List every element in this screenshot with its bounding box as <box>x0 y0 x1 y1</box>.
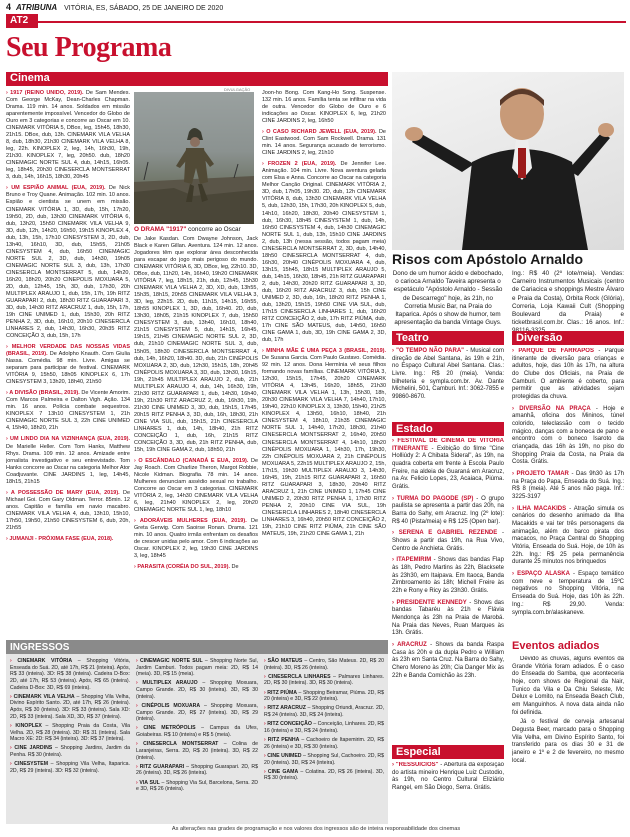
event-title: ILHA MACAKIDS <box>516 505 567 512</box>
movie-title: JUMANJI - PRÓXIMA FASE (EUA, 2018). <box>9 535 114 542</box>
event-title: ITAPEMIRIM <box>396 557 432 564</box>
ticket-price-item <box>10 761 130 774</box>
teatro-heading: Teatro <box>396 332 429 344</box>
movie-text: De Greta Gerwig. Com Saoirse Ronan. Drama. 121 min. 10 anos. Quatro irmãs enfrentam os desafios de crescer unidas pelo amor. Com 6 indicações ao Oscar. KINOPLEX 2, leg, 19h30 CINE JARDINS 3, leg, 18h45 <box>134 518 258 560</box>
event-text: - Shows da banda Raspa Casa às 20h e da dupla Pedro e William às 23h em Santa Cruz. Na Barra do Sahy, Chero Moreno às 20h; Cia Danger Mix às 22h e Banda Comichão às 23h. <box>392 642 504 679</box>
event-text: - Shows das bandas Tabaréu às 21h e Flávia Mendonça às 23h na Praia de Marobá. Na Praia das Neves, Ruan Marques às 13h. Grátis. <box>392 599 504 637</box>
especial-items <box>392 762 504 824</box>
caption-text: concorre ao Oscar <box>188 226 241 233</box>
bullet-icon: › <box>136 779 140 786</box>
cinema-price-text: – Campus da Ufes, Goiabeiras. R$ 10 (inteira) e R$ 5 (meia). <box>136 725 258 739</box>
cinema-name: SÃO MATEUS <box>267 658 303 664</box>
ingressos-box <box>6 640 388 824</box>
movie-title: A POSSESSÃO DE MARY (EUA, 2019). <box>10 489 120 496</box>
event-text: - Hoje e amanhã, oficina dos Mininos, túnel colorido, teleclassão com o tecido mágico, danças com a boneca de pano e encontro com o boneco Isaroto da criançada, das 16h às 19h, no piso do Shopping Praia da Costa, na Praia da Costa. Grátis. <box>512 405 624 466</box>
movie-title: ADORÁVEIS MULHERES (EUA, 2019). <box>139 518 247 525</box>
movie-parasita: › PARASITA (CORÉIA DO SUL, 2019). De <box>134 564 239 571</box>
movie-text: De Jennifer Lee. Animação. 104 min. Livre. Nova aventura gelada com Elsa e Anna. Concorre ao Oscar na categoria Melhor Canção Original. CINEMARK VITÓRIA 2, 3D, dub, 17h05, 19h30. 2D, dub, 12h CINEMARK VITÓRIA 8, dub, 13h30 CINEMARK VILA VELHA 5, dub, 12h30, 15h, 17h30, 20h KINOPLEX 5, dub, 14h10, 16h20, 18h30, 20h40 CINESYSTEM 1, dub, 16h30, 18h45 CINESYSTEM 1, dub, 14h, 16h50 CINESYSTEM 4, dub, 14h30 CINEMAGIC NORTE SUL 1, dub, 13h, 15h10 CINE JARDINS 2, dub, 13h (nessa sessão, todos pagam meia) CINESERCLA MONTSERRAT 2, 3D, dub, 14h40, 18h50 CINESERCLA MONTSERRAT 4, dub, 16h30, 20h40 CINÉPOLIS MOXUARA 4, dub, 13h15, 15h45, 18h15 MULTIPLEX ARAUJO 5, dub, 14h15, 16h30, 18h45, 21h RITZ GUARAPARI 2, dub, 14h30, 20h20 RITZ GUARAPARI 3, 3D, dub, 16h20 RITZ ARACRUZ 3, dub, 15h CINE UNIMED 2, 3D, dub, 16h, 18h20 RITZ PENHA 1, dub, 13h20, 15h15, 19h50 CINE VIA SUL, dub, 17h15 CINESERCLA LINHARES 1, dub, 16h20 RITZ CONCEIÇÃO 2, dub, 17h RITZ PIÚMA, dub, 17h CINE SÃO MATEUS, dub, 14h50, 16h50 CINE GAMA 1, dub, 3D, 19h CINE GAMA 2, 3D, dub, 17h <box>262 161 386 344</box>
cinema-price-text: – Shopping Norte Sul, Jardim Camburi. Todos pagam meia: 2D, R$ 14 (meia). 3D, R$ 15 (meia). <box>136 658 259 678</box>
event-title: "O TEMPO NÃO PARA" <box>396 348 464 354</box>
event-text: - Abertura da exposição do artista mineiro Henrique Luiz Custodio, às 19h, no Centro Cultural Eliziário Rangel, em São Diogo, Serra. Grátis. <box>392 762 504 792</box>
cinema-name: VIA SUL <box>139 779 160 786</box>
section-tag-rule <box>38 21 626 23</box>
cinema-heading: Cinema <box>10 72 50 84</box>
event-title: PROJETO TAMAR <box>516 471 569 478</box>
event-title: DIVERSÃO NA PRAÇA <box>519 405 591 412</box>
event-item: › SERENA E GABRIEL REZENDE - Shows a partir das 19h, na Rua Vivo, Centro de Anchieta. Grátis. <box>392 530 504 552</box>
event-text: - Shows a partir das 19h, na Rua Vivo, Centro de Anchieta. Grátis. <box>392 530 504 552</box>
teatro-items <box>392 348 504 406</box>
movie-frozen-2: › FROZEN 2 (EUA, 2019). De Jennifer Lee. Animação. 104 min. Livre. Nova aventura gelada com Elsa e Anna. Concorre ao Oscar na categoria Melhor Canção Original. CINEMARK VITÓRIA 2, 3D, dub, 17h05, 19h30. 2D, dub, 12h CINEMARK VITÓRIA 8, dub, 13h30 CINEMARK VILA VELHA 5, dub, 12h30, 15h, 17h30, 20h KINOPLEX 5, dub, 14h10, 16h20, 18h30, 20h40 CINESYSTEM 1, dub, 16h30, 18h45 CINESYSTEM 1, dub, 14h, 16h50 CINESYSTEM 4, dub, 14h30 CINEMAGIC NORTE SUL 1, dub, 13h, 15h10 CINE JARDINS 2, dub, 13h (nessa sessão, todos pagam meia) CINESERCLA MONTSERRAT 2, 3D, dub, 14h40, 18h50 CINESERCLA MONTSERRAT 4, dub, 16h30, 20h40 CINÉPOLIS MOXUARA 4, dub, 13h15, 15h45, 18h15 MULTIPLEX ARAUJO 5, dub, 14h15, 16h30, 18h45, 21h RITZ GUARAPARI 2, dub, 14h30, 20h20 RITZ GUARAPARI 3, 3D, dub, 16h20 RITZ ARACRUZ 3, dub, 15h CINE UNIMED 2, 3D, dub, 16h, 18h20 RITZ PENHA 1, dub, 13h20, 15h15, 19h50 CINE VIA SUL, dub, 17h15 CINESERCLA LINHARES 1, dub, 16h20 RITZ CONCEIÇÃO 2, dub, 17h RITZ PIÚMA, dub, 17h CINE SÃO MATEUS, dub, 14h50, 16h50 CINE GAMA 1, dub, 3D, 19h CINE GAMA 2, 3D, dub, 17h <box>262 161 386 344</box>
movie-text: De Marielle Heller. Com Tom Hanks, Matthew Rhys. Drama. 109 min. 12 anos. Amizade entre jornalista investigativo e seu entrevistado. Tom Hanks concorre ao Oscar na categoria Melhor Ator Coadjuvante. CINE JARDINS 1, leg, 14h45, 18h15, 21h15 <box>6 443 130 485</box>
ticket-price-item <box>264 721 384 734</box>
bullet-icon: › <box>264 658 268 664</box>
bullet-icon: › <box>136 658 140 664</box>
movie-title: UM ESPIÃO ANIMAL (EUA, 2019). <box>11 185 106 192</box>
estado-items <box>392 438 504 742</box>
risos-text-right: Ing.: R$ 40 (2º lote/meia). Vendas: Carneiro Instrumentos Musicais (centro de Cariacica e shoppings Mestre Álvaro e Praia da Costa), Orbita Rock (Glória), Correria, Loja Kawaii Cult (Shopping Boulevard da Praia) e ticketbrasil.com.br. Clas.: 16 anos. Inf.: <box>512 270 624 327</box>
cinema-price-text: – Conceição, Linhares. 2D, R$ 16 (inteira) e 3D, R$ 24 (inteira). <box>264 721 385 734</box>
soldier-illustration <box>134 92 254 224</box>
photo-credit: DIVULGAÇÃO <box>224 87 251 92</box>
event-text: - Shows das bandas Flap às 18h, Pedro Martins às 22h, Blacksete às 23h30, em Itaipava. Em Itaoca, Banda Zimbroamento às 18h; Michell Freire às 22h e Rony e Ricy às 23h30. Grátis. <box>392 557 504 595</box>
event-title: SERENA E GABRIEL REZENDE <box>398 530 498 537</box>
movie-parasita-details: Joon-ho Bong. Com Kang-Ho Song. Suspense. 132 min. 16 anos. Família tenta se infiltrar na vida de outra. Vencedor do Globo de Ouro e 6 indicações ao Oscar. KINOPLEX 6, leg, 21h20 CINE JARDINS 2, leg, 16h50 <box>262 90 386 125</box>
cinema-name: RITZ PENHA <box>267 737 300 744</box>
movie-minha-mae: › MINHA MÃE É UMA PEÇA 3 (BRASIL, 2019). De Susana Garcia. Com Paulo Gustavo. Comédia. 92 min. 12 anos. Dona Hermínia vê seus filhos formando novas famílias. CINEMARK VITÓRIA 3, 12h30, 15h15, 17h45, 20h20 CINEMARK VITÓRIA 4, 13h45, 16h20, 18h55, 21h30 CINEMARK VILA VELHA 1, 13h, 15h30, 18h, 20h30 CINEMARK VILA VELHA 7, 14h40, 17h10, 19h40, 22h10 KINOPLEX 3, 13h30, 15h40, 21h25 KINOPLEX 4, 13h50, 16h10, 18h40, 21h CINESYSTEM 4, 18h10, 21h35 CINEMAGIC NORTE SUL 1, 14h40, 17h20, 18h30, 21h40 CINESERCLA MONTSERRAT 2, 16h40, 20h50 CINESERCLA MONTSERRAT 4, 14h10, 18h20 CINÉPOLIS MOXUARA 1, 14h30, 17h, 19h30, 22h CINÉPOLIS MOXUARA 2, 21h CINÉPOLIS MOXUARA 5, 22h15 MULTIPLEX ARAUJO 2, 15h, 17h15, 19h30 MULTIPLEX ARAUJO 3, 14h30, 16h45, 19h, 21h15 RITZ GUARAPARI 2, 16h50 RITZ GUARAPARI 3, 18h30, 20h40 RITZ ARACRUZ 1, 21h CINE UNIMED 1, 17h45 CINE UNIMED 2, 20h30 RITZ PENHA 1, 17h30 RITZ PENHA 2, 20h10 CINE VIA SUL, 19h CINESERCLA LINHARES 2, 18h40 CINESERCLA LINHARES 3, 16h40, 20h50 RITZ CONCEIÇÃO 2, 19h, 21h10 CINE RITZ PIÚMA, 21h CINE SÃO MATEUS, 19h, 21h20 CINE GAMA 1, 21h <box>262 348 386 537</box>
movie-title: PARASITA (CORÉIA DO SUL, 2019). <box>137 564 230 571</box>
cinema-price-text: – Colina de Laranjeiras, Serra. 2D, R$ 20 (inteira). 3D, R$ 22 (inteira). <box>136 741 259 761</box>
cinema-column-2 <box>134 236 258 638</box>
movie-title: O CASO RICHARD JEWELL (EUA, 2019). <box>266 129 377 136</box>
ticket-price-item <box>10 694 130 721</box>
ticket-price-item <box>264 737 384 750</box>
cinema-heading-bar <box>6 72 388 86</box>
cinema-price-text: – Shopping Sul, Cachoeiro. 2D, R$ 20 (inteira). 3D, R$ 24 (inteira). <box>264 752 385 766</box>
ticket-price-item <box>136 741 258 761</box>
cinema-name: CINEMAGIC NORTE SUL <box>139 658 203 664</box>
ticket-price-item <box>264 705 384 718</box>
cinema-price-text: – Shopping Moxuara, Campo Grande. 2D, R$ 27 (inteira). 3D, R$ 29 (inteira). <box>136 702 258 723</box>
event-title: FESTIVAL DE CINEMA DE VITÓRIA ITINERANTE <box>392 438 504 452</box>
event-text: - O grupo paulista se apresenta a partir das 20h, na Barra do Sahy, em Aracruz. Ing (2º lote): R$ 40 (Pista/meia) e R$ 125 (Open bar). <box>392 495 504 525</box>
ticket-price-item <box>136 725 258 738</box>
diversao-heading-bar <box>512 331 624 345</box>
movie-text: De Jay Roach. Com Charlize Theron, Margot Robbie, Nicole Kidman. Biografia. 78 min. 14 anos. Mulheres denunciam assédio sexual no trabalho. Concorre ao Oscar em 3 categorias. CINEMARK VITÓRIA 2, leg, 14h30 CINEMARK VILA VELHA 6, leg, 21h40 KINOPLEX 2, leg, 20h20 CINEMAGIC NORTE SUL 1, leg, 18h10 <box>134 457 258 514</box>
movie-text: De Nick Bruno e Troy Quane. Animação. 102 min. 10 anos. Espião e cientista se unem em missão. CINEMARK VITÓRIA 1, 3D, dub, 15h, 17h20, 19h50, 2D, dub, 13h30 CINEMARK VITÓRIA 6, dub, 13h20, 15h50 CINEMARK VILA VELHA 9, 3D, dub, 12h, 14h20, 16h50, 19h15 KINOPLEX 4, dub, 13h, 15h, 17h10 CINESYSTEM 3, 2D, dub, 13h40, 16h10, 3D, dub, 15h55, 21h05 CINESYSTEM 4, dub, 16h50 CINEMAGIC NORTE SUL 2, 3D, dub, 14h30, 19h05 CINEMAGIC NORTE SUL 3, dub, 13h, 17h30 CINESERCLA MONTSERRAT 5, dub, 14h20, 16h20, 18h20, 20h20 CINEPOLIS MOXUARA 5, 2D, dub, 12h45, 15h, 3D, dub, 17h30, 20h MULTIPLEX ARAUJO 1, dub, 15h, 17h, 19h RITZ GUARAPARI 2, dub, 18h30 RITZ GUARAPARI 3, 3D, dub, 14h30 RITZ ARACRUZ 1, dub, 15h, 17h, 19h CINE UNIMED 1, dub, 15h30, 20h RITZ PENHA 2, 3D, dub, 16h10, 20h10 CINESERCLA LINHARES 2, dub, 14h30, 16h30, 20h35 RITZ CONCEIÇÃO 3, dub, 15h, 17h <box>6 185 130 340</box>
cinema-name: RITZ ARACRUZ <box>267 705 306 712</box>
cinema-name: KINOPLEX <box>15 722 42 729</box>
event-title: PARQUE DE FARRAPOS <box>518 348 594 354</box>
bullet-icon: › <box>10 761 15 768</box>
eventos-text <box>512 656 624 826</box>
page-number: 4 <box>6 2 12 12</box>
bullet-icon: › <box>136 763 140 770</box>
movie-jumanji: › JUMANJI - PRÓXIMA FASE (EUA, 2018). <box>6 535 114 542</box>
bullet-icon: › <box>136 741 144 748</box>
cinema-name: CINE UNIMED <box>267 752 302 759</box>
event-title: TURMA DO PAGODE (SP) <box>396 495 474 502</box>
event-item: › "O TEMPO NÃO PARA" - Musical com direção de Abel Santana, às 19h e 21h, no Espaço Cultural Abel Santana. Clas.: Livre. Ing.: R$ 20 (meia). Venda: bilheteria e sympla.com.br. Av. Dante Michelini, 501, Camburi. Inf.: 3062-7855 e 99860-8670. <box>392 348 504 401</box>
ticket-price-item <box>264 674 384 687</box>
footer-note: As alterações nas grades de programação e nos valores dos ingressos são de inteira responsabilidade dos cinemas <box>171 826 461 832</box>
bullet-icon: › <box>136 702 142 709</box>
ticket-price-item <box>10 723 130 743</box>
risos-photo <box>392 72 624 250</box>
ingressos-column-2 <box>136 658 258 795</box>
cinema-name: CINEMARK VITÓRIA <box>17 658 73 664</box>
ticket-price-item <box>136 764 258 777</box>
movie-adoraveis: › ADORÁVEIS MULHERES (EUA, 2019). De Greta Gerwig. Com Saoirse Ronan. Drama. 121 min. 10 anos. Quatro irmãs enfrentam os desafios de crescer unidas pelo amor. Com 6 indicações ao Oscar. KINOPLEX 2, leg, 19h30 CINE JARDINS 3, leg, 18h45 <box>134 518 258 560</box>
event-item: › ESPAÇO ALASKA - Espaço temático com neve e temperatura de 15ºC negativos no Shopping Vitória, na Enseada do Suá. Hoje, das 10h às 22h. Ing.: R$ 29,90. Venda: sympla.com.br/alaskaneve. <box>512 571 624 616</box>
cinema-price-text: – Centro, São Mateus. 2D, R$ 20 (inteira). 3D, R$ 26 (inteira). <box>264 658 384 671</box>
event-title: ARACRUZ <box>397 642 427 649</box>
diversao-items <box>512 348 624 638</box>
bullet-icon: › <box>136 680 143 687</box>
cinema-price-text: – Shopping Guarapari. 2D, R$ 26 (inteira). 3D, R$ 26 (inteira). <box>136 763 258 777</box>
bullet-icon: › <box>10 722 16 729</box>
event-item: › DIVERSÃO NA PRAÇA - Hoje e amanhã, oficina dos Mininos, túnel colorido, teleclassão com o tecido mágico, danças com a boneca de pano e encontro com o boneco Isaroto da criançada, das 16h às 19h, no piso do Shopping Praia da Costa, na Praia da Costa. Grátis. <box>512 405 624 466</box>
eventos-paragraph-2: Já o festival de cerveja artesanal Degusta Beer, marcado para o Shopping Vila Velha, em Divino Espírito Santo, foi transferido para os dias 30 e 31 de janeiro e 1º e 2 de fevereiro, no mesmo local. <box>512 719 624 764</box>
event-text: - Atração simula os cenários do desenho animado da Ilha Macakids e vai ter três personagens da animação, além do barco pirata dos macacos, no Praça Central do Shopping Vitória, Enseada do Suá. Hoje, de 10h às 22h. Ing.: R$ 25 pela permanência durante 25 minutos nos brinquedos <box>512 505 624 566</box>
bullet-icon: › <box>264 737 268 744</box>
event-text: - Espaço temático com neve e temperatura de 15ºC negativos no Shopping Vitória, na Enseada do Suá. Hoje, das 10h às 22h. Ing.: R$ 29,90. Venda: sympla.com.br/alaskaneve. <box>512 571 624 616</box>
movie-melhor-verdade: › MELHOR VERDADE DAS NOSSAS VIDAS (BRASIL, 2019). De Adolpho Knauth. Com Giulia Nassa. Comédia. 98 min. Livre. Amigas se separam para participar de festival. CINEMARK VITÓRIA 9, 15h50, 18h05 KINOPLEX 6, 17h CINESYSTEM 3, 13h20, 18h40, 21h50 <box>6 344 130 386</box>
movie-text: De Vicente Amorim. Com Marcos Palmeira e Dalton Vigh. Ação. 134 min. 16 anos. Polícia combate sequestros. KINOPLEX 7 13h10 CINESYSTEM 1, 21h CINEMAGIC NORTE SUL 3, 22h CINE UNIMED 4, 15h40, 18h20, 21h <box>6 390 130 432</box>
event-title: "RESSUÍCIOS" <box>395 762 439 768</box>
risos-text-left: Dono de um humor ácido e debochado, o carioca Arnaldo Taveira apresenta o espetáculo "Apóstolo Arnaldo - Sessão de Descarrego" hoje, às 21h, no Corretia Music Bar, na Praia do Itaparica. Após o show de humor, tem apresentação da banda Vintage Guys. <box>392 270 504 327</box>
ingressos-heading: INGRESSOS <box>10 642 70 653</box>
event-item: › PARQUE DE FARRAPOS - Parque itinerante de diversão para crianças e adultos, hoje, das 10h às 17h, na altura do Clube dos Oficiais, na Praia de Camburi. O ambiente é coberto, para permitir que as atividades sejam protegidas da chuva. <box>512 348 624 401</box>
ticket-price-item <box>136 780 258 793</box>
section-tag-label: AT2 <box>10 15 29 26</box>
cinema-name: RITZ CONCEIÇÃO <box>267 721 312 728</box>
bullet-icon: › <box>264 673 269 680</box>
bullet-icon: › <box>264 689 268 696</box>
diversao-heading: Diversão <box>516 332 563 344</box>
cinema-price-text: – Colatina. 2D, R$ 26 (inteira). 3D, R$ 30 (inteira). <box>264 768 385 782</box>
page-title: Seu Programa <box>6 32 172 63</box>
ingressos-column-3 <box>264 658 384 785</box>
cinema-name: CINE GAMA <box>267 768 299 775</box>
cinema-price-text: – Shopping Praia da Costa, Vila Velha. 2D, R$ 28 (inteira). 3D: R$ 31 (inteira). Sala Macro XE: 2D: R$ 34 (inteira). 3D: R$ 37 (inteira). <box>10 722 130 743</box>
estado-heading: Estado <box>396 423 433 435</box>
bullet-icon: › <box>10 658 18 664</box>
movie-text: De Sam Mendes. Com George McKay, Dean-Charles Chapman. Drama. 119 min. 14 anos. Soldados em missão aparentemente impossível. Vencedor do Globo de Ouro em 3 categorias e concorre ao Oscar em 10. CINEMARK VITÓRIA 5, DBox, leg, 15h45, 18h30, 21h15. DBox, dub, 13h. CINEMARK VILA VELHA 8, dub, 18h30, 21h30 CINEMARK VILA VELHA 8, leg, 22h. KINOPLEX 2, leg, 14h, 16h30, 19h, 21h30. KINOPLEX 7, leg, 20h50. dub, 18h20 CINEMAGIC NORTE SUL 4, dub, 14h15, 16h05. leg, 18h45, 20h30 CINESERCLA MONTSERRAT 3, dub, 14h, 16h15, 18h30, 20h45 <box>6 90 130 181</box>
movie-title: A DIVISÃO (BRASIL, 2019). <box>9 390 80 397</box>
event-text: - Musical com direção de Abel Santana, às 19h e 21h, no Espaço Cultural Abel Santana. Clas.: Livre. Ing.: R$ 20 (meia). Venda: bilheteria e sympla.com.br. Av. Dante Michelini, 501, Camburi. Inf.: 3062-7855 e 99860-8670. <box>392 348 504 401</box>
movie-title: FROZEN 2 (EUA, 2019). <box>267 161 337 168</box>
event-item: › FESTIVAL DE CINEMA DE VITÓRIA ITINERANTE - Exibição do filme "Cine Holliúdy 2: A Chibata Sideral", às 19h, na quadra coberta em frente à Escola Paulo Freire, na aldeia de Guaraná em Aracruz, na Av. Felicio Lopes, 23, Acaiaca, Piúma. Grátis. <box>392 438 504 491</box>
caption-title: O DRAMA "1917" <box>134 226 187 233</box>
movie-text: De Adolpho Knauth. Com Giulia Nassa. Comédia. 98 min. Livre. Amigas se separam para participar de festival. CINEMARK VITÓRIA 9, 15h50, 18h05 KINOPLEX 6, 17h CINESYSTEM 3, 13h20, 18h40, 21h50 <box>6 351 130 386</box>
page-header <box>6 2 626 14</box>
bullet-icon: › <box>264 721 268 728</box>
movie-title: 1917 (REINO UNIDO, 2019). <box>10 90 84 96</box>
brand: ATRIBUNA <box>15 3 58 12</box>
movie-text: De Clint Eastwood. Com Sam Rockwell. Drama. 131 min. 14 anos. Segurança acusado de terrorismo. CINE JARDINS 2, leg, 21h10 <box>262 129 386 157</box>
cinema-column-1 <box>6 90 130 638</box>
cinema-price-text: – Shopping Jardins, Jardim da Penha. R$ 30 (inteira). <box>10 745 131 759</box>
event-item: › PROJETO TAMAR - Das 9h30 às 17h na Praça do Papa, Enseada do Suá. Ing.: R$ 8 (meia). Até 5 anos não paga. Inf.: 3225-3197 <box>512 471 624 501</box>
cinema-name: CINESYSTEM <box>14 761 49 768</box>
bullet-icon: › <box>136 725 144 732</box>
movie-text: De <box>231 564 239 571</box>
movie-title: MINHA MÃE É UMA PEÇA 3 (BRASIL, 2019). <box>266 348 386 355</box>
cinema-price-text: – Shopping Oriundi, Aracruz. 2D, R$ 24 (inteira). 3D, R$ 24 (inteira). <box>264 705 385 719</box>
movie-lindo-dia: › UM LINDO DIA NA VIZINHANÇA (EUA, 2019). De Marielle Heller. Com Tom Hanks, Matthew Rhys. Drama. 109 min. 12 anos. Amizade entre jornalista investigativo e seu entrevistado. Tom Hanks concorre ao Oscar na categoria Melhor Ator Coadjuvante. CINE JARDINS 1, leg, 14h45, 18h15, 21h15 <box>6 436 130 485</box>
ingressos-heading-bar <box>6 640 388 654</box>
movie-photo-1917 <box>134 92 254 224</box>
event-item: › TURMA DO PAGODE (SP) - O grupo paulista se apresenta a partir das 20h, na Barra do Sahy, em Aracruz. Ing (2º lote): R$ 40 (Pista/meia) e R$ 125 (Open bar). <box>392 495 504 525</box>
eventos-paragraph-1: Devido às chuvas, alguns eventos da Grande Vitória foram adiados. É o caso do Enseada do Samba, que aconteceria hoje, com shows de Regional da Nair, Tunico da Vila e Da Chiu Seleste, Mc Delux e Lomito, na Enseada Beach Club, em Manguinhos. A nova data ainda não foi definida. <box>512 656 624 716</box>
ticket-price-item <box>10 658 130 691</box>
cinema-name: RITZ PIÚMA <box>267 689 298 696</box>
ticket-price-item <box>264 658 384 671</box>
event-item: › ILHA MACAKIDS - Atração simula os cenários do desenho animado da Ilha Macakids e vai ter três personagens da animação, além do barco pirata dos macacos, no Praça Central do Shopping Vitória, Enseada do Suá. Hoje, de 10h às 22h. Ing.: R$ 25 pela permanência durante 25 minutos nos brinquedos <box>512 505 624 566</box>
estado-heading-bar <box>392 422 504 436</box>
event-item: › "RESSUÍCIOS" - Abertura da exposição do artista mineiro Henrique Luiz Custodio, às 19h, no Centro Cultural Eliziário Rangel, em São Diogo, Serra. Grátis. <box>392 762 504 792</box>
bullet-icon: › <box>10 745 15 752</box>
movie-possessao: › A POSSESSÃO DE MARY (EUA, 2019). De Michael Goi. Com Gary Oldman. Terror. 85min. 12 anos. Capitão e família em navio macabro. CINEMARK VILA VELHA 4, dub, 13h10, 15h10, 17h50, 19h50, 21h50 CINESYSTEM 6, dub, 20h, 21h55 <box>6 489 130 531</box>
event-title: PRESIDENTE KENNEDY <box>396 599 467 606</box>
ticket-price-item <box>264 769 384 782</box>
movie-richard-jewell: › O CASO RICHARD JEWELL (EUA, 2019). De Clint Eastwood. Com Sam Rockwell. Drama. 131 min. 14 anos. Segurança acusado de terrorismo. CINE JARDINS 2, leg, 21h10 <box>262 129 386 157</box>
bullet-icon: › <box>264 705 268 712</box>
event-text: - Das 9h30 às 17h na Praça do Papa, Enseada do Suá. Ing.: R$ 8 (meia). Até 5 anos não paga. Inf.: 3225-3197 <box>512 471 624 501</box>
ticket-price-item <box>136 703 258 723</box>
event-text: - Parque itinerante de diversão para crianças e adultos, hoje, das 10h às 17h, na altura do Clube dos Oficiais, na Praia de Camburi. O ambiente é coberto, para permitir que as atividades sejam protegidas da chuva. <box>512 348 624 401</box>
movie-title: MELHOR VERDADE DAS NOSSAS VIDAS (BRASIL, 2019). <box>6 344 130 358</box>
movie-divisao: › A DIVISÃO (BRASIL, 2019). De Vicente Amorim. Com Marcos Palmeira e Dalton Vigh. Ação. 134 min. 16 anos. Polícia combate sequestros. KINOPLEX 7 13h10 CINESYSTEM 1, 21h CINEMAGIC NORTE SUL 3, 22h CINE UNIMED 4, 15h40, 18h20, 21h <box>6 390 130 432</box>
event-item: › ARACRUZ - Shows da banda Raspa Casa às 20h e da dupla Pedro e William às 23h em Santa Cruz. Na Barra do Sahy, Chero Moreno às 20h; Cia Danger Mix às 22h e Banda Comichão às 23h. <box>392 642 504 679</box>
movie-espiao: › UM ESPIÃO ANIMAL (EUA, 2019). De Nick Bruno e Troy Quane. Animação. 102 min. 10 anos. Espião e cientista se unem em missão. CINEMARK VITÓRIA 1, 3D, dub, 15h, 17h20, 19h50, 2D, dub, 13h30 CINEMARK VITÓRIA 6, dub, 13h20, 15h50 CINEMARK VILA VELHA 9, 3D, dub, 12h, 14h20, 16h50, 19h15 KINOPLEX 4, dub, 13h, 15h, 17h10 CINESYSTEM 3, 2D, dub, 13h40, 16h10, 3D, dub, 15h55, 21h05 CINESYSTEM 4, dub, 16h50 CINEMAGIC NORTE SUL 2, 3D, dub, 14h30, 19h05 CINEMAGIC NORTE SUL 3, dub, 13h, 17h30 CINESERCLA MONTSERRAT 5, dub, 14h20, 16h20, 18h20, 20h20 CINEPOLIS MOXUARA 5, 2D, dub, 12h45, 15h, 3D, dub, 17h30, 20h MULTIPLEX ARAUJO 1, dub, 15h, 17h, 19h RITZ GUARAPARI 2, dub, 18h30 RITZ GUARAPARI 3, 3D, dub, 14h30 RITZ ARACRUZ 1, dub, 15h, 17h, 19h CINE UNIMED 1, dub, 15h30, 20h RITZ PENHA 2, 3D, dub, 16h10, 20h10 CINESERCLA LINHARES 2, dub, 14h30, 16h30, 20h35 RITZ CONCEIÇÃO 3, dub, 15h, 17h <box>6 185 130 340</box>
ticket-price-item <box>264 753 384 766</box>
cinema-name: CINE METRÓPOLIS <box>143 725 196 732</box>
ticket-price-item <box>136 680 258 700</box>
movie-1917: › 1917 (REINO UNIDO, 2019). De Sam Mendes. Com George McKay, Dean-Charles Chapman. Drama. 119 min. 14 anos. Soldados em missão aparentemente impossível. Vencedor do Globo de Ouro em 3 categorias e concorre ao Oscar em 10. CINEMARK VITÓRIA 5, DBox, leg, 15h45, 18h30, 21h15. DBox, dub, 13h. CINEMARK VILA VELHA 8, dub, 18h30, 21h30 CINEMARK VILA VELHA 8, leg, 22h. KINOPLEX 2, leg, 14h, 16h30, 19h, 21h30. KINOPLEX 7, leg, 20h50. dub, 18h20 CINEMAGIC NORTE SUL 4, dub, 14h15, 16h05. leg, 18h45, 20h30 CINESERCLA MONTSERRAT 3, dub, 14h, 16h15, 18h30, 20h45 <box>6 90 130 181</box>
cinema-name: MULTIPLEX ARAUJO <box>142 680 198 687</box>
comedian-illustration <box>392 72 624 250</box>
movie-text: De Susana Garcia. Com Paulo Gustavo. Comédia. 92 min. 12 anos. Dona Hermínia vê seus filhos formando novas famílias. CINEMARK VITÓRIA 3, 12h30, 15h15, 17h45, 20h20 CINEMARK VITÓRIA 4, 13h45, 16h20, 18h55, 21h30 CINEMARK VILA VELHA 1, 13h, 15h30, 18h, 20h30 CINEMARK VILA VELHA 7, 14h40, 17h10, 19h40, 22h10 KINOPLEX 3, 13h30, 15h40, 21h25 KINOPLEX 4, 13h50, 16h10, 18h40, 21h CINESYSTEM 4, 18h10, 21h35 CINEMAGIC NORTE SUL 1, 14h40, 17h20, 18h30, 21h40 CINESERCLA MONTSERRAT 2, 16h40, 20h50 CINESERCLA MONTSERRAT 4, 14h10, 18h20 CINÉPOLIS MOXUARA 1, 14h30, 17h, 19h30, 22h CINÉPOLIS MOXUARA 2, 21h CINÉPOLIS MOXUARA 5, 22h15 MULTIPLEX ARAUJO 2, 15h, 17h15, 19h30 MULTIPLEX ARAUJO 3, 14h30, 16h45, 19h, 21h15 RITZ GUARAPARI 2, 16h50 RITZ GUARAPARI 3, 18h30, 20h40 RITZ ARACRUZ 1, 21h CINE UNIMED 1, 17h45 CINE UNIMED 2, 20h30 RITZ PENHA 1, 17h30 RITZ PENHA 2, 20h10 CINE VIA SUL, 19h CINESERCLA LINHARES 2, 18h40 CINESERCLA LINHARES 3, 16h40, 20h50 RITZ CONCEIÇÃO 2, 19h, 21h10 CINE RITZ PIÚMA, 21h CINE SÃO MATEUS, 19h, 21h20 CINE GAMA 1, 21h <box>262 355 386 537</box>
cinema-name: CINÉPOLIS MOXUARA <box>141 702 201 709</box>
cinema-price-text: – Shopping Vila Velha, Divino Espírito Santo. 2D, até 17h, R$ 26 (inteira). Após, R$ 30 (inteira). 3D: R$ 33 (inteira). Sala XD: 2D, R$ 33 (inteira). Sala XD, 3D, R$ 37 (inteira). <box>10 693 130 720</box>
teatro-heading-bar <box>392 331 504 345</box>
movie-escandalo: › O ESCÂNDALO (CANADÁ E EUA, 2019). De Jay Roach. Com Charlize Theron, Margot Robbie, Nicole Kidman. Biografia. 78 min. 14 anos. Mulheres denunciam assédio sexual no trabalho. Concorre ao Oscar em 3 categorias. CINEMARK VITÓRIA 2, leg, 14h30 CINEMARK VILA VELHA 6, leg, 21h40 KINOPLEX 2, leg, 20h20 CINEMAGIC NORTE SUL 1, leg, 18h10 <box>134 457 258 514</box>
cinema-price-text: – Shopping Vila Velha, Itaparica. 2D, R$ 29 (inteira). 3D: R$ 32 (inteira). <box>10 761 130 774</box>
especial-heading: Especial <box>396 746 441 758</box>
photo-caption <box>134 226 254 234</box>
cinema-column-3 <box>262 90 386 638</box>
event-text: - Exibição do filme "Cine Holliúdy 2: A Chibata Sideral", às 19h, na quadra coberta em frente à Escola Paulo Freire, na aldeia de Guaraná em Aracruz, na Av. Felicio Lopes, 23, Acaiaca, Piúma. Grátis. <box>392 445 504 491</box>
header-date: VITÓRIA, ES, SÁBADO, 25 DE JANEIRO DE 2020 <box>64 5 224 12</box>
cinema-price-text: – Cachoeiro de Itapemirim. 2D, R$ 26 (inteira) e 3D, R$ 30 (inteira). <box>264 737 385 750</box>
ingressos-column-1 <box>10 658 130 777</box>
especial-heading-bar <box>392 745 504 759</box>
risos-title: Risos com Apóstolo Arnaldo <box>392 251 584 267</box>
cinema-name: CINEMARK VILA VELHA <box>13 693 75 700</box>
cinema-price-text: – Shopping Moxuara, Campo Grande. 2D, R$ 30 (inteira). 3D, R$ 30 (inteira). <box>136 680 258 700</box>
cinema-name: CINE JARDINS <box>14 745 53 752</box>
bullet-icon: › <box>264 768 268 775</box>
cinema-name: RITZ GUARAPARI <box>139 763 185 770</box>
ticket-price-item <box>136 658 258 678</box>
cinema-name: CINESERCLA LINHARES <box>268 673 331 680</box>
bullet-icon: › <box>264 752 268 759</box>
event-item: › PRESIDENTE KENNEDY - Shows das bandas Tabaréu às 21h e Flávia Mendonça às 23h na Praia de Marobá. Na Praia das Neves, Ruan Marques às 13h. Grátis. <box>392 599 504 637</box>
cinema-price-text: – Shopping Via Sul, Barcelona, Serra. 2D e 3D, R$ 26 (inteira). <box>136 779 259 793</box>
movie-title: O ESCÂNDALO (CANADÁ E EUA, 2019). <box>138 457 249 464</box>
section-tag <box>6 14 38 28</box>
event-title: ESPAÇO ALASKA <box>517 571 570 578</box>
movie-jumanji-details: De Jake Kasdan. Com Dwayne Johnson, Jack Black e Karen Gillan. Aventura. 124 min. 12 anos. Jogadores têm que explorar área desconhecida para escapar do jogo mais perigoso do mundo. CINEMARK VITÓRIA 6, 3D, DBox, leg, 22h10. 3D, DBox, dub, 11h20, 14h, 16h40, 19h20 CINEMARK VITÓRIA 7, leg, 18h15, 21h, dub, 12h45, 15h30 CINEMARK VILA VELHA 2, 3D, XD, dub, 13h55, 15h35, 18h15, 20h55 CINEMARK VILA VELHA 3, 3D, leg, 22h15. 2D, dub, 11h15, 14h15, 16h55, 18h55 KINOPLEX 1, 3D, dub, 16h40. 2D, dub, 13h30, 18h05, 21h15 KINOPLEX 7, dub, 15h50 CINESYSTEM 3, dub, 13h40, 16h10, 18h40, 21h15 CINESYSTEM 5, dub, 14h15, 16h45, 19h15, 21h45 CINEMAGIC NORTE SUL 2, 3D, dub, 21h10 CINEMAGIC NORTE SUL 3, dub, 15h05, 18h30 CINESERCLA MONTSERRAT 4, dub, 14h, 16h20, 18h40. 3D, dub, 21h CINÉPOLIS MOXUARA 2, 3D, dub, 12h30, 15h15, 18h, 20h45 CINÉPOLIS MOXUARA 3, 3D, dub, 13h30, 16h15, 19h, 21h45 MULTIPLEX ARAUJO 2, dub, 21h MULTIPLEX ARAUJO 4, dub, 14h, 16h30, 19h, 21h30 RITZ GUARAPARI 1, dub, 14h30, 16h40, 19h, 21h30 RITZ ARACRUZ 2, dub, 16h30, 19h, 21h30 CINE UNIMED 3, 3D, dub, 15h15, 17h45, 20h15 RITZ PENHA 3, 3D, dub, 16h, 18h30, 21h CINE VIA SUL, dub, 15h15, 21h CINESERCLA LINHARES 1, dub, 14h, 18h40, 21h RITZ CONCEIÇÃO 1, dub, 16h, 21h15 RITZ CONCEIÇÃO 3, 3D, dub, 21h RITZ PENHA, dub, 15h, 19h CINE GAMA 2, dub, 18h50, 21h <box>134 236 258 453</box>
cinema-name: CINESERCLA MONTSERRAT <box>143 741 219 748</box>
eventos-heading: Eventos adiados <box>512 640 600 652</box>
cinema-price-text: – Shopping Vitória, Enseada do Suá. 2D, até 17h, R$ 21 (inteira). Após, R$ 33 (inteira). 3D: R$ 38 (inteira). Cadeira D-Box: 2D, até 17h, R$ 53 (inteira). Após, R$ 65 (inteira). Cadeira D-Box: 3D, R$ 69 (inteira). <box>10 658 131 691</box>
cinema-price-text: – Shopping Beiramar, Piúma. 2D, R$ 20 (inteira) e 3D, R$ 22 (inteira). <box>264 689 384 703</box>
ticket-price-item <box>10 745 130 758</box>
event-item: › ITAPEMIRIM - Shows das bandas Flap às 18h, Pedro Martins às 22h, Blacksete às 23h30, em Itaipava. Em Itaoca, Banda Zimbroamento às 18h; Michell Freire às 22h e Rony e Ricy às 23h30. Grátis. <box>392 557 504 595</box>
movie-title: UM LINDO DIA NA VIZINHANÇA (EUA, 2019). <box>10 436 130 443</box>
movie-text: De Michael Goi. Com Gary Oldman. Terror. 85min. 12 anos. Capitão e família em navio macabro. CINEMARK VILA VELHA 4, dub, 13h10, 15h10, 17h50, 19h50, 21h50 CINESYSTEM 6, dub, 20h, 21h55 <box>6 489 130 531</box>
bullet-icon: › <box>10 693 14 700</box>
ticket-price-item <box>264 690 384 703</box>
cinema-price-text: – Palmares Linhares. 2D, R$ 30 (inteira). 3D, R$ 30 (inteira). <box>264 673 384 687</box>
